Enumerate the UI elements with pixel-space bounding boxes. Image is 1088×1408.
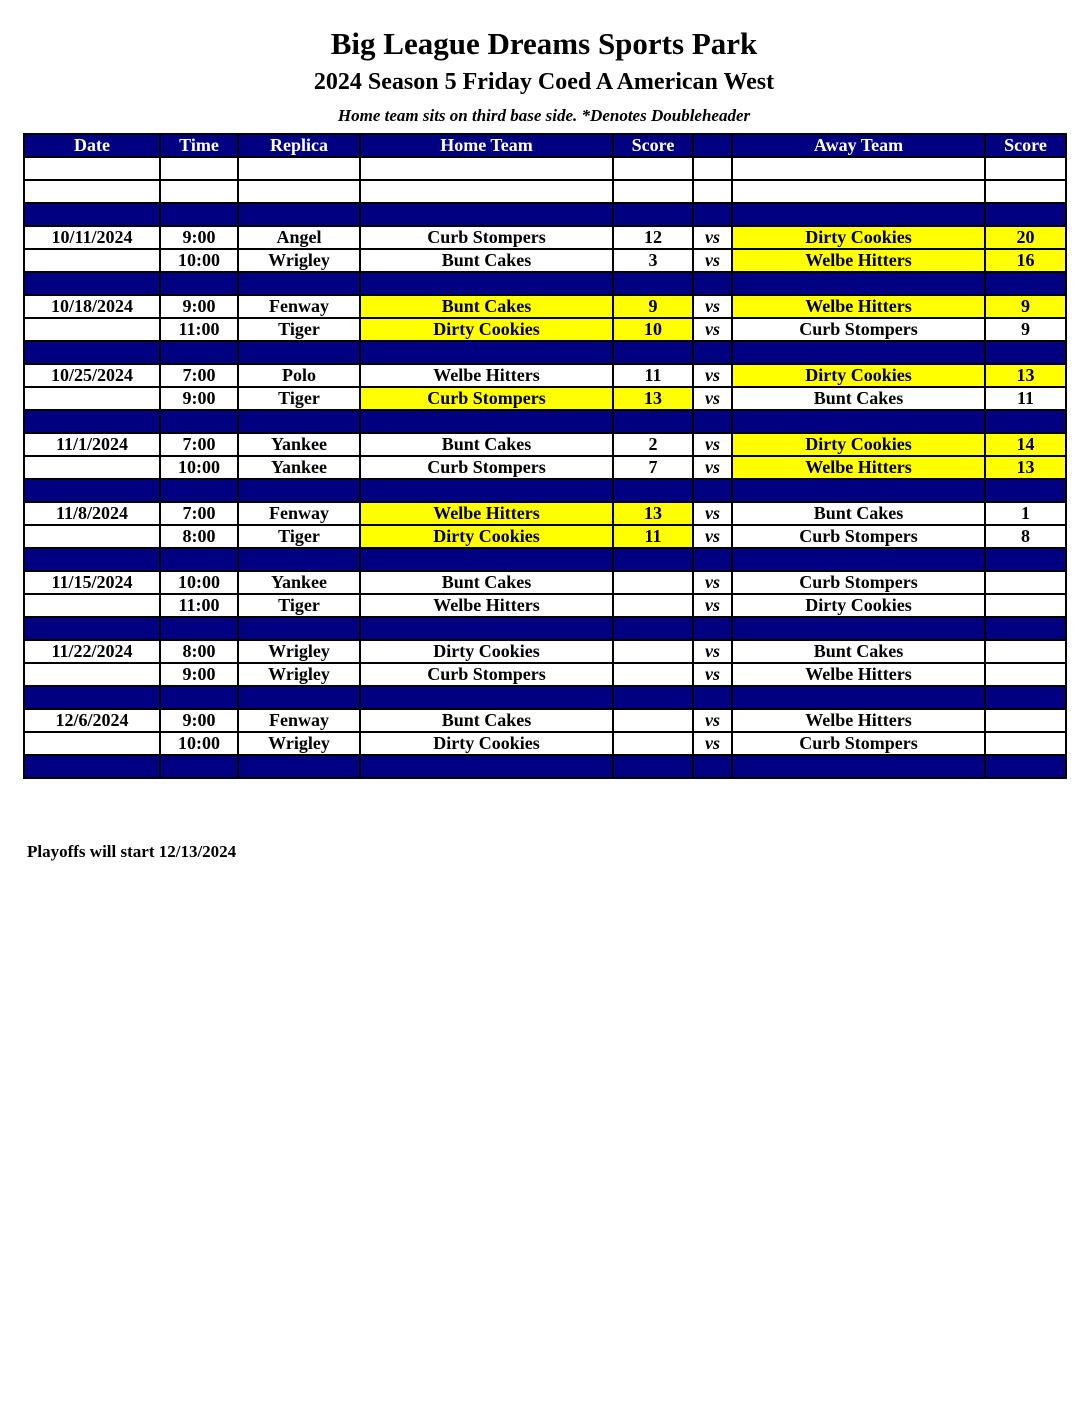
home-score-cell: [613, 640, 693, 663]
separator-row: [24, 410, 1066, 433]
home-score-cell: 13: [613, 387, 693, 410]
date-cell: [24, 456, 160, 479]
time-cell: [160, 157, 238, 180]
replica-cell: Polo: [238, 364, 360, 387]
away-score-cell: 13: [985, 456, 1066, 479]
table-row: [24, 226, 1066, 249]
home-team-cell: [360, 617, 613, 640]
separator-row: [24, 617, 1066, 640]
replica-cell: Angel: [238, 226, 360, 249]
home-score-cell: 11: [613, 525, 693, 548]
away-team-cell: [732, 341, 985, 364]
away-score-cell: [985, 203, 1066, 226]
replica-cell: Tiger: [238, 318, 360, 341]
home-score-cell: 3: [613, 249, 693, 272]
away-score-cell: [985, 272, 1066, 295]
time-cell: 9:00: [160, 295, 238, 318]
home-score-cell: 9: [613, 295, 693, 318]
away-score-cell: [985, 640, 1066, 663]
replica-cell: [238, 410, 360, 433]
table-row: [24, 433, 1066, 456]
table-row: [24, 732, 1066, 755]
home-team-cell: Bunt Cakes: [360, 295, 613, 318]
date-cell: [24, 548, 160, 571]
away-team-cell: Curb Stompers: [732, 525, 985, 548]
time-cell: 7:00: [160, 364, 238, 387]
vs-cell: [693, 341, 732, 364]
replica-cell: [238, 617, 360, 640]
home-team-cell: [360, 410, 613, 433]
home-score-cell: 2: [613, 433, 693, 456]
away-score-cell: 1: [985, 502, 1066, 525]
col-header-date: Date: [24, 134, 160, 157]
away-score-cell: [985, 157, 1066, 180]
away-score-cell: [985, 479, 1066, 502]
time-cell: 11:00: [160, 318, 238, 341]
time-cell: 9:00: [160, 709, 238, 732]
away-team-cell: [732, 617, 985, 640]
page-note: Home team sits on third base side. *Denotes Doubleheader: [337, 106, 751, 125]
home-score-cell: [613, 594, 693, 617]
time-cell: 9:00: [160, 226, 238, 249]
replica-cell: [238, 548, 360, 571]
home-team-cell: Curb Stompers: [360, 226, 613, 249]
home-team-cell: Dirty Cookies: [360, 318, 613, 341]
home-score-cell: 11: [613, 364, 693, 387]
home-team-cell: Welbe Hitters: [360, 594, 613, 617]
away-score-cell: 16: [985, 249, 1066, 272]
home-team-cell: Bunt Cakes: [360, 249, 613, 272]
table-row: [24, 364, 1066, 387]
date-cell: [24, 203, 160, 226]
away-score-cell: [985, 571, 1066, 594]
date-cell: [24, 479, 160, 502]
separator-row: [24, 755, 1066, 778]
date-cell: [24, 686, 160, 709]
time-cell: [160, 548, 238, 571]
home-score-cell: [613, 617, 693, 640]
col-header-replica: Replica: [238, 134, 360, 157]
vs-cell: vs: [693, 640, 732, 663]
time-cell: [160, 755, 238, 778]
vs-cell: [693, 180, 732, 203]
vs-cell: vs: [693, 709, 732, 732]
date-cell: 12/6/2024: [24, 709, 160, 732]
away-team-cell: Dirty Cookies: [732, 226, 985, 249]
home-team-cell: Bunt Cakes: [360, 433, 613, 456]
vs-cell: vs: [693, 663, 732, 686]
time-cell: [160, 203, 238, 226]
replica-cell: [238, 479, 360, 502]
home-team-cell: [360, 479, 613, 502]
away-score-cell: [985, 341, 1066, 364]
home-team-cell: [360, 548, 613, 571]
time-cell: 10:00: [160, 249, 238, 272]
time-cell: [160, 272, 238, 295]
replica-cell: Wrigley: [238, 732, 360, 755]
away-score-cell: 14: [985, 433, 1066, 456]
away-team-cell: Dirty Cookies: [732, 433, 985, 456]
date-cell: [24, 410, 160, 433]
home-team-cell: Bunt Cakes: [360, 709, 613, 732]
away-score-cell: [985, 180, 1066, 203]
home-team-cell: Welbe Hitters: [360, 364, 613, 387]
replica-cell: Wrigley: [238, 249, 360, 272]
away-team-cell: [732, 479, 985, 502]
vs-cell: vs: [693, 295, 732, 318]
blank-row: [24, 180, 1066, 203]
time-cell: [160, 686, 238, 709]
away-score-cell: 9: [985, 295, 1066, 318]
time-cell: 9:00: [160, 387, 238, 410]
away-team-cell: Dirty Cookies: [732, 364, 985, 387]
replica-cell: Tiger: [238, 525, 360, 548]
home-team-cell: Curb Stompers: [360, 663, 613, 686]
col-header-vs: [693, 134, 732, 157]
replica-cell: Tiger: [238, 594, 360, 617]
home-score-cell: 7: [613, 456, 693, 479]
vs-cell: [693, 686, 732, 709]
date-cell: 11/8/2024: [24, 502, 160, 525]
page-title: Big League Dreams Sports Park: [330, 26, 758, 61]
replica-cell: [238, 203, 360, 226]
vs-cell: vs: [693, 226, 732, 249]
away-team-cell: Bunt Cakes: [732, 387, 985, 410]
separator-row: [24, 203, 1066, 226]
home-score-cell: 13: [613, 502, 693, 525]
away-score-cell: [985, 410, 1066, 433]
replica-cell: Wrigley: [238, 640, 360, 663]
separator-row: [24, 686, 1066, 709]
home-score-cell: [613, 571, 693, 594]
replica-cell: Yankee: [238, 433, 360, 456]
replica-cell: Fenway: [238, 295, 360, 318]
col-header-away-team: Away Team: [732, 134, 985, 157]
playoffs-note: Playoffs will start 12/13/2024: [27, 842, 237, 861]
away-team-cell: Welbe Hitters: [732, 663, 985, 686]
away-team-cell: Welbe Hitters: [732, 249, 985, 272]
table-row: [24, 387, 1066, 410]
replica-cell: [238, 272, 360, 295]
home-team-cell: [360, 755, 613, 778]
time-cell: 8:00: [160, 525, 238, 548]
table-row: [24, 663, 1066, 686]
time-cell: 10:00: [160, 456, 238, 479]
col-header-away-score: Score: [985, 134, 1066, 157]
home-score-cell: [613, 410, 693, 433]
table-row: [24, 249, 1066, 272]
away-team-cell: [732, 203, 985, 226]
home-score-cell: [613, 663, 693, 686]
away-team-cell: Curb Stompers: [732, 571, 985, 594]
home-team-cell: Bunt Cakes: [360, 571, 613, 594]
col-header-home-team: Home Team: [360, 134, 613, 157]
vs-cell: vs: [693, 502, 732, 525]
schedule-body: [24, 157, 1066, 778]
vs-cell: vs: [693, 525, 732, 548]
home-team-cell: [360, 686, 613, 709]
vs-cell: [693, 479, 732, 502]
time-cell: 10:00: [160, 732, 238, 755]
table-header-row: [24, 134, 1066, 157]
table-row: [24, 709, 1066, 732]
replica-cell: [238, 157, 360, 180]
away-team-cell: Bunt Cakes: [732, 502, 985, 525]
vs-cell: vs: [693, 456, 732, 479]
home-score-cell: [613, 548, 693, 571]
vs-cell: vs: [693, 433, 732, 456]
away-team-cell: Welbe Hitters: [732, 295, 985, 318]
vs-cell: vs: [693, 571, 732, 594]
date-cell: 11/22/2024: [24, 640, 160, 663]
away-score-cell: [985, 548, 1066, 571]
vs-cell: vs: [693, 732, 732, 755]
away-score-cell: 8: [985, 525, 1066, 548]
home-score-cell: [613, 341, 693, 364]
vs-cell: vs: [693, 249, 732, 272]
replica-cell: [238, 686, 360, 709]
away-team-cell: [732, 157, 985, 180]
date-cell: 11/15/2024: [24, 571, 160, 594]
date-cell: [24, 663, 160, 686]
replica-cell: [238, 180, 360, 203]
table-row: [24, 594, 1066, 617]
vs-cell: vs: [693, 594, 732, 617]
away-score-cell: [985, 709, 1066, 732]
home-score-cell: [613, 203, 693, 226]
home-team-cell: Dirty Cookies: [360, 732, 613, 755]
time-cell: [160, 617, 238, 640]
blank-row: [24, 157, 1066, 180]
vs-cell: [693, 157, 732, 180]
vs-cell: [693, 203, 732, 226]
vs-cell: vs: [693, 318, 732, 341]
away-score-cell: [985, 617, 1066, 640]
table-row: [24, 456, 1066, 479]
away-team-cell: [732, 755, 985, 778]
home-score-cell: [613, 180, 693, 203]
away-team-cell: Welbe Hitters: [732, 709, 985, 732]
time-cell: 7:00: [160, 502, 238, 525]
time-cell: 7:00: [160, 433, 238, 456]
date-cell: 10/18/2024: [24, 295, 160, 318]
table-row: [24, 502, 1066, 525]
replica-cell: Fenway: [238, 709, 360, 732]
away-score-cell: 13: [985, 364, 1066, 387]
home-team-cell: [360, 272, 613, 295]
away-team-cell: [732, 686, 985, 709]
home-team-cell: [360, 157, 613, 180]
table-row: [24, 571, 1066, 594]
date-cell: [24, 157, 160, 180]
date-cell: [24, 732, 160, 755]
away-score-cell: 9: [985, 318, 1066, 341]
schedule-table: [23, 133, 1067, 779]
page-subtitle: 2024 Season 5 Friday Coed A American West: [313, 69, 775, 95]
replica-cell: Yankee: [238, 571, 360, 594]
replica-cell: [238, 341, 360, 364]
time-cell: [160, 410, 238, 433]
table-row: [24, 525, 1066, 548]
vs-cell: [693, 617, 732, 640]
date-cell: [24, 249, 160, 272]
col-header-home-score: Score: [613, 134, 693, 157]
home-score-cell: [613, 709, 693, 732]
home-team-cell: Curb Stompers: [360, 387, 613, 410]
home-score-cell: [613, 479, 693, 502]
date-cell: 10/11/2024: [24, 226, 160, 249]
separator-row: [24, 479, 1066, 502]
date-cell: [24, 272, 160, 295]
home-team-cell: [360, 203, 613, 226]
away-team-cell: Curb Stompers: [732, 318, 985, 341]
separator-row: [24, 341, 1066, 364]
away-team-cell: [732, 180, 985, 203]
away-score-cell: [985, 663, 1066, 686]
away-score-cell: [985, 686, 1066, 709]
away-score-cell: [985, 732, 1066, 755]
away-score-cell: [985, 594, 1066, 617]
away-team-cell: [732, 410, 985, 433]
date-cell: [24, 387, 160, 410]
home-score-cell: 10: [613, 318, 693, 341]
time-cell: [160, 479, 238, 502]
separator-row: [24, 548, 1066, 571]
home-team-cell: Curb Stompers: [360, 456, 613, 479]
home-team-cell: Welbe Hitters: [360, 502, 613, 525]
time-cell: 10:00: [160, 571, 238, 594]
away-team-cell: Welbe Hitters: [732, 456, 985, 479]
vs-cell: vs: [693, 364, 732, 387]
home-team-cell: Dirty Cookies: [360, 525, 613, 548]
home-score-cell: [613, 686, 693, 709]
table-row: [24, 318, 1066, 341]
date-cell: [24, 180, 160, 203]
replica-cell: Tiger: [238, 387, 360, 410]
home-score-cell: [613, 732, 693, 755]
table-row: [24, 640, 1066, 663]
away-team-cell: [732, 272, 985, 295]
away-team-cell: [732, 548, 985, 571]
time-cell: 9:00: [160, 663, 238, 686]
vs-cell: [693, 272, 732, 295]
away-team-cell: Dirty Cookies: [732, 594, 985, 617]
replica-cell: [238, 755, 360, 778]
table-row: [24, 295, 1066, 318]
home-team-cell: Dirty Cookies: [360, 640, 613, 663]
time-cell: [160, 341, 238, 364]
vs-cell: [693, 410, 732, 433]
away-score-cell: 11: [985, 387, 1066, 410]
date-cell: 10/25/2024: [24, 364, 160, 387]
vs-cell: [693, 548, 732, 571]
away-team-cell: Bunt Cakes: [732, 640, 985, 663]
replica-cell: Yankee: [238, 456, 360, 479]
away-team-cell: Curb Stompers: [732, 732, 985, 755]
time-cell: 8:00: [160, 640, 238, 663]
date-cell: [24, 594, 160, 617]
time-cell: [160, 180, 238, 203]
away-score-cell: [985, 755, 1066, 778]
separator-row: [24, 272, 1066, 295]
date-cell: [24, 525, 160, 548]
col-header-time: Time: [160, 134, 238, 157]
home-team-cell: [360, 180, 613, 203]
home-score-cell: 12: [613, 226, 693, 249]
away-score-cell: 20: [985, 226, 1066, 249]
home-score-cell: [613, 157, 693, 180]
home-score-cell: [613, 755, 693, 778]
replica-cell: Wrigley: [238, 663, 360, 686]
date-cell: [24, 341, 160, 364]
date-cell: [24, 755, 160, 778]
home-score-cell: [613, 272, 693, 295]
home-team-cell: [360, 341, 613, 364]
date-cell: [24, 318, 160, 341]
vs-cell: [693, 755, 732, 778]
date-cell: [24, 617, 160, 640]
vs-cell: vs: [693, 387, 732, 410]
date-cell: 11/1/2024: [24, 433, 160, 456]
replica-cell: Fenway: [238, 502, 360, 525]
time-cell: 11:00: [160, 594, 238, 617]
